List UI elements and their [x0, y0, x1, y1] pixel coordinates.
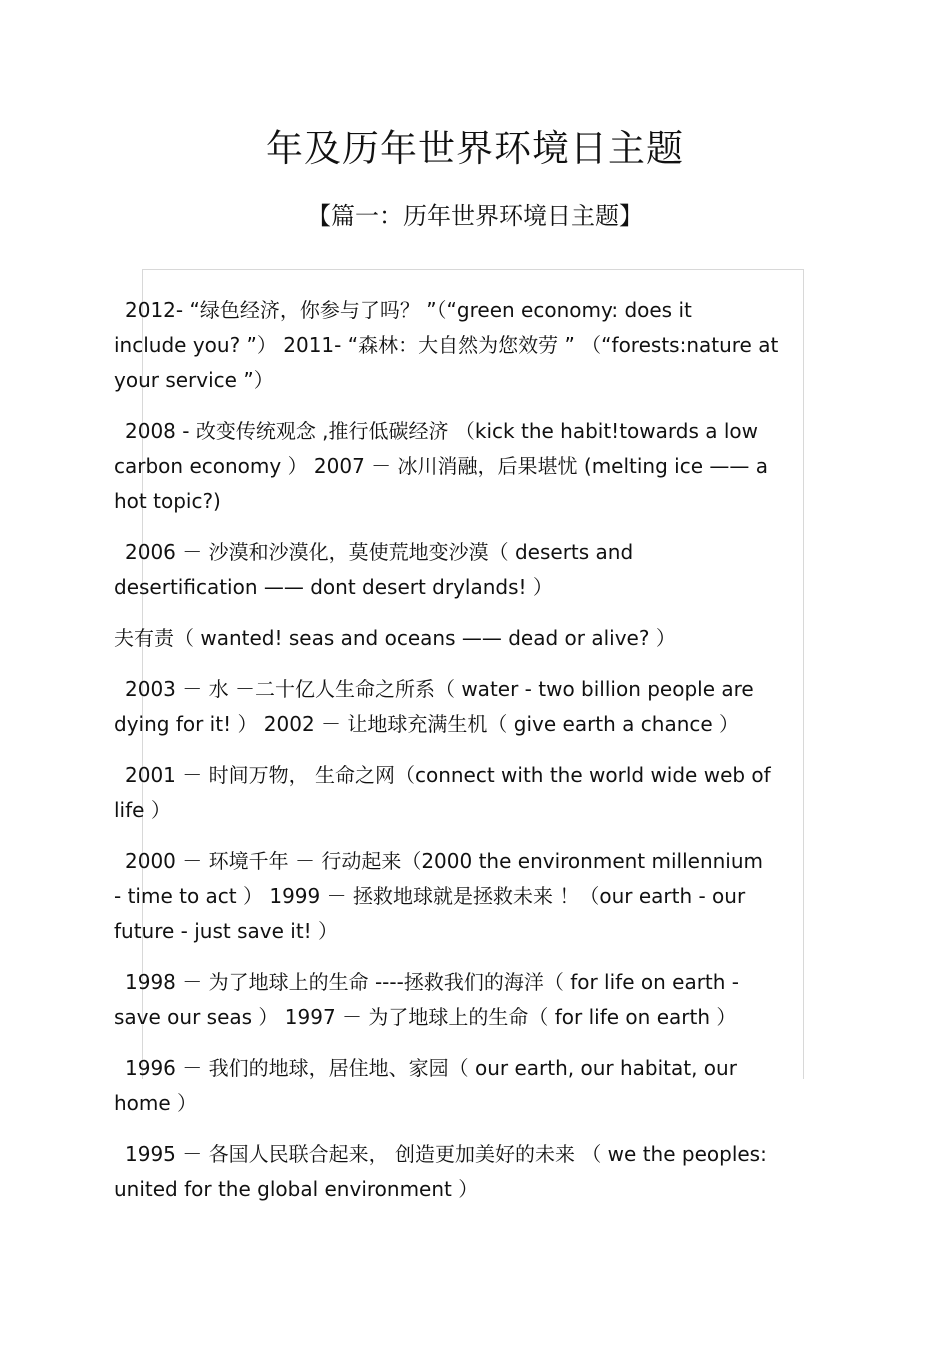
text-line: your service ”）	[114, 368, 274, 392]
paragraph-seas	[114, 621, 854, 656]
paragraph-1998	[114, 965, 854, 1035]
text-line: 2000 － 环境千年 － 行动起来（2000 the environment millennium	[125, 849, 764, 873]
text-line: include you? ”） 2011- “森林：大自然为您效劳 ” （“forests:nature at	[114, 333, 779, 357]
paragraph-1995	[114, 1137, 854, 1207]
paragraph-2000	[114, 844, 854, 949]
document-title: 年及历年世界环境日主题	[266, 127, 684, 170]
paragraph-2006	[114, 535, 854, 605]
text-line: 1998 － 为了地球上的生命 ----拯救我们的海洋（ for life on earth -	[125, 970, 740, 994]
paragraph-2008	[114, 414, 854, 519]
text-line: 2003 － 水 －二十亿人生命之所系（ water - two billion people are	[125, 677, 754, 701]
text-line: desertification —— dont desert drylands! ）	[114, 575, 553, 599]
text-line: save our seas ） 1997 － 为了地球上的生命（ for life on earth ）	[114, 1005, 737, 1029]
text-line: carbon economy ） 2007 － 冰川消融，后果堪忧 (melting ice —— a	[114, 454, 768, 478]
text-line: life ）	[114, 798, 171, 822]
text-line: future - just save it! ）	[114, 919, 339, 943]
text-line: 2006 － 沙漠和沙漠化，莫使荒地变沙漠（ deserts and	[125, 540, 634, 564]
text-line: 2001 － 时间万物， 生命之网（connect with the world wide web of	[125, 763, 771, 787]
text-line: home ）	[114, 1091, 198, 1115]
text-line: 1996 － 我们的地球，居住地、家园（ our earth, our habitat, our	[125, 1056, 737, 1080]
text-line: 夫有责（ wanted! seas and oceans —— dead or alive? ）	[114, 626, 676, 650]
text-line: united for the global environment ）	[114, 1177, 479, 1201]
text-line: 2012- “绿色经济，你参与了吗？ ”（“green economy: does it	[125, 298, 692, 322]
text-line: hot topic?)	[114, 489, 221, 513]
text-line: dying for it! ） 2002 － 让地球充满生机（ give earth a chance ）	[114, 712, 740, 736]
paragraph-2003	[114, 672, 854, 742]
text-line: - time to act ） 1999 － 拯救地球就是拯救未来 ！（our earth - our	[114, 884, 746, 908]
section-heading: 【篇一：历年世界环境日主题】	[307, 202, 643, 230]
paragraph-2012	[114, 293, 854, 398]
text-line: 1995 － 各国人民联合起来， 创造更加美好的未来 （ we the peoples:	[125, 1142, 767, 1166]
text-line: 2008 - 改变传统观念 ,推行低碳经济 （kick the habit!towards a low	[125, 419, 758, 443]
paragraph-1996	[114, 1051, 854, 1121]
paragraph-2001	[114, 758, 854, 828]
document-body	[114, 293, 854, 1223]
